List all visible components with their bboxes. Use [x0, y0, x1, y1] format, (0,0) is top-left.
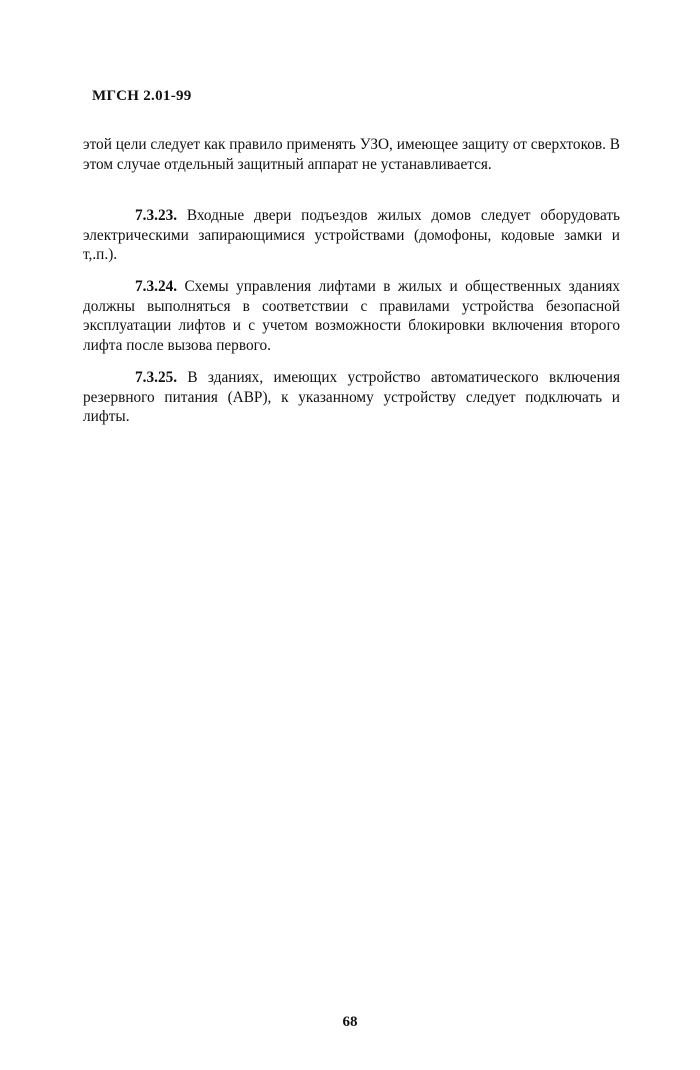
paragraph-continuation: [83, 135, 620, 174]
paragraph-text: Входные двери подъездов жилых домов следует оборудовать электрическими запирающимися устройствами (домофоны, кодовые замки и т,.п.).: [83, 207, 620, 263]
paragraph-7-3-23: [83, 206, 620, 265]
paragraph-7-3-24: [83, 277, 620, 355]
paragraph-7-3-25: [83, 368, 620, 427]
clause-number: 7.3.25.: [135, 369, 178, 386]
clause-number: 7.3.23.: [135, 207, 178, 224]
paragraph-text: В зданиях, имеющих устройство автоматического включения резервного питания (АВР), к указанному устройству следует подключать и лифты.: [83, 369, 620, 425]
document-code-header: МГСН 2.01-99: [92, 88, 192, 104]
paragraph-text: этой цели следует как правило применять УЗО, имеющее защиту от сверхтоков. В этом случае отдельный защитный аппарат не устанавливается.: [83, 136, 620, 173]
paragraph-text: Схемы управления лифтами в жилых и общественных зданиях должны выполняться в соответствии с правилами устройства безопасной эксплуатации лифтов и с учетом возможности блокировки включения второго лифта после вызова первого.: [83, 278, 620, 354]
clause-number: 7.3.24.: [135, 278, 178, 295]
page-number: 68: [342, 1014, 358, 1030]
